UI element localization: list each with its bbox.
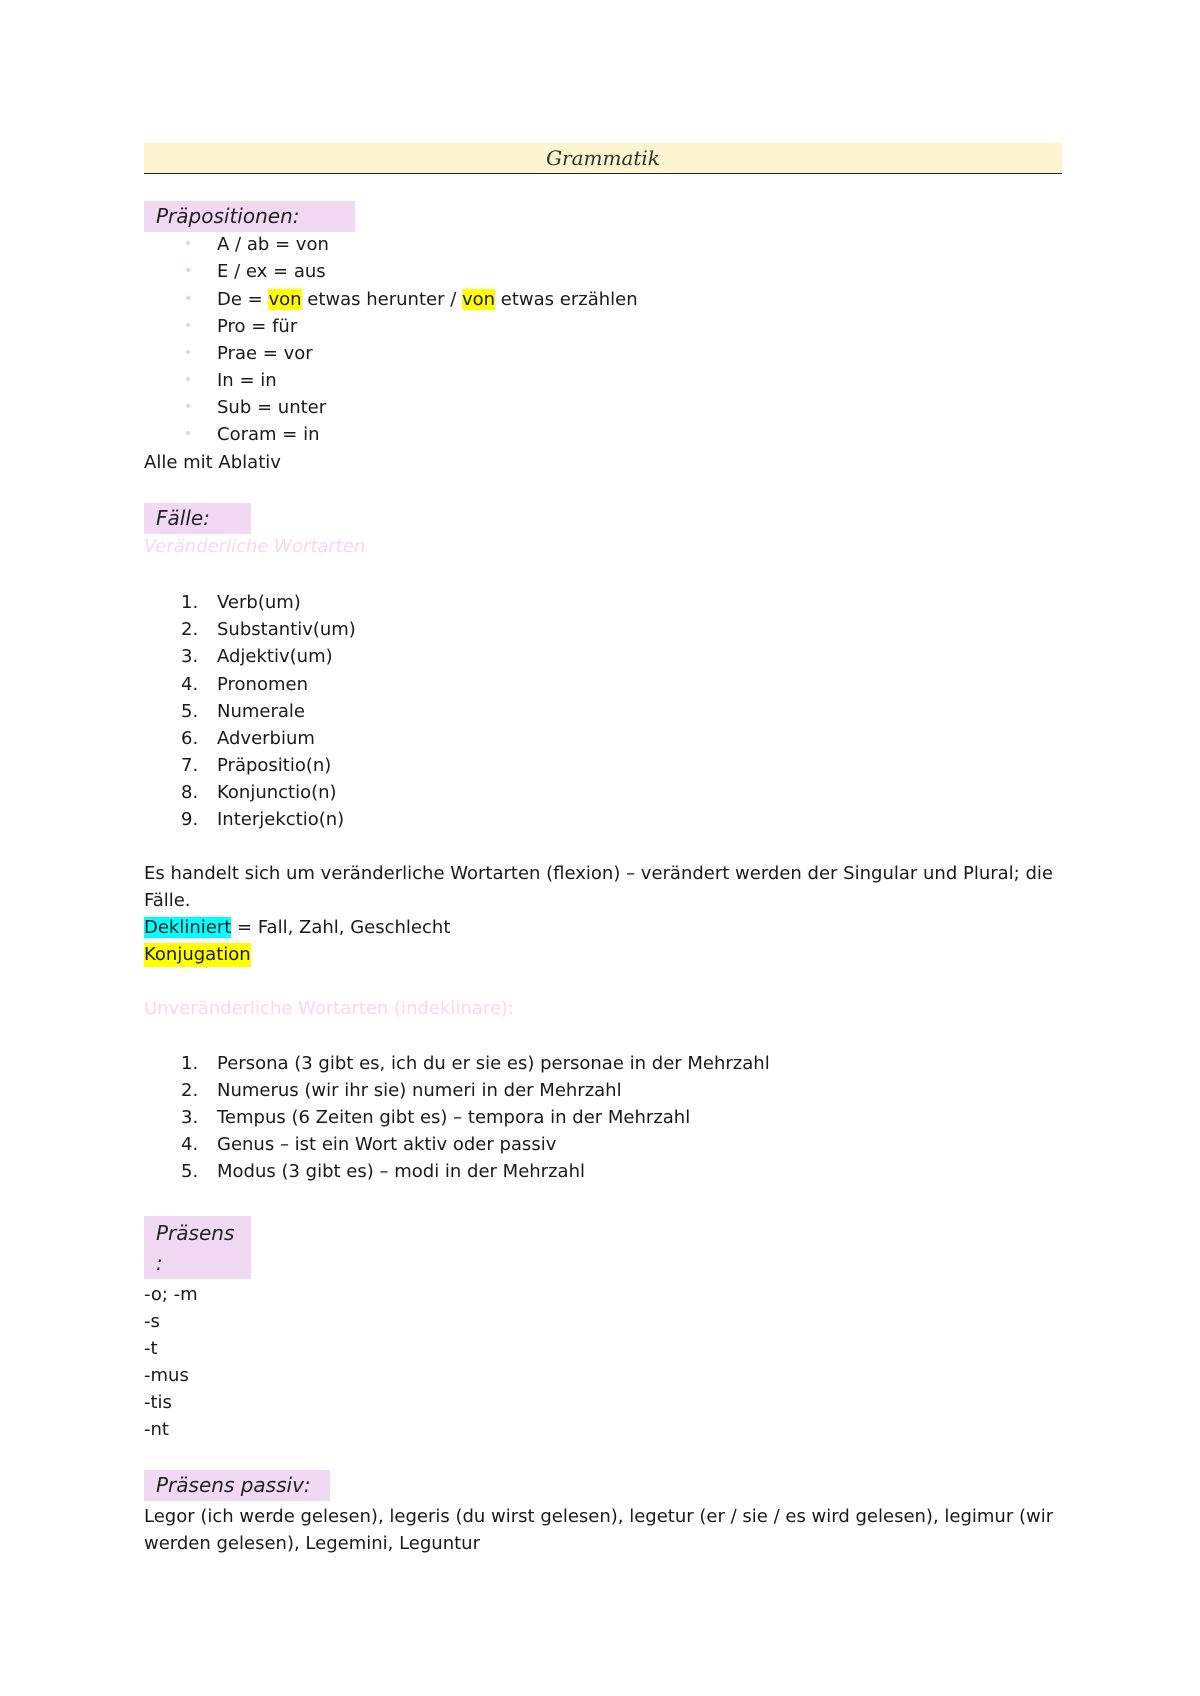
list-number: 5. [181, 1161, 199, 1182]
highlight-konjugation: Konjugation [144, 944, 251, 965]
section-heading-faelle: Fälle: [144, 503, 251, 534]
list-number: 3. [181, 1107, 199, 1128]
list-item: Coram = in [217, 424, 320, 445]
ending: -nt [144, 1419, 169, 1440]
list-number: 2. [181, 1080, 199, 1101]
dekliniert-line [144, 916, 450, 940]
ending: -t [144, 1338, 158, 1359]
ending: -tis [144, 1392, 172, 1413]
list-item-de [217, 288, 638, 312]
list-number: 9. [181, 809, 199, 830]
section-heading-praesens-passiv: Präsens passiv: [144, 1470, 330, 1501]
list-item: Präpositio(n) [217, 755, 332, 776]
dekliniert-rest: = Fall, Zahl, Geschlecht [231, 917, 451, 938]
list-number: 5. [181, 701, 199, 722]
subheading-veraenderliche: Veränderliche Wortarten [144, 536, 366, 557]
list-item: Numerus (wir ihr sie) numeri in der Mehrzahl [217, 1080, 622, 1101]
list-item: Pronomen [217, 674, 308, 695]
list-item: Genus – ist ein Wort aktiv oder passiv [217, 1134, 557, 1155]
list-item: Adjektiv(um) [217, 646, 333, 667]
list-item: A / ab = von [217, 234, 329, 255]
list-item: Substantiv(um) [217, 619, 356, 640]
ending: -s [144, 1311, 160, 1332]
list-item: E / ex = aus [217, 261, 326, 282]
bullet-icon: • [184, 263, 193, 279]
section-heading-praepositionen: Präpositionen: [144, 201, 355, 232]
highlight-von-2: von [462, 289, 496, 310]
de-text-2: etwas herunter / [301, 289, 462, 310]
highlight-dekliniert: Dekliniert [144, 917, 232, 938]
passiv-paragraph-line-2: werden gelesen), Legemini, Leguntur [144, 1533, 480, 1554]
list-item: Interjekctio(n) [217, 809, 345, 830]
list-item: Modus (3 gibt es) – modi in der Mehrzahl [217, 1161, 585, 1182]
highlight-von-1: von [268, 289, 302, 310]
list-item: Prae = vor [217, 343, 313, 364]
list-number: 6. [181, 728, 199, 749]
bullet-icon: • [184, 399, 193, 415]
de-text-1: De = [217, 289, 269, 310]
list-number: 4. [181, 1134, 199, 1155]
ending: -mus [144, 1365, 189, 1386]
list-number: 8. [181, 782, 199, 803]
faelle-paragraph-line-2: Fälle. [144, 890, 191, 911]
list-number: 3. [181, 646, 199, 667]
bullet-icon: • [184, 318, 193, 334]
list-item: Adverbium [217, 728, 315, 749]
document-title: Grammatik [144, 143, 1062, 174]
list-item: Konjunctio(n) [217, 782, 337, 803]
ending: -o; -m [144, 1284, 198, 1305]
de-text-3: etwas erzählen [495, 289, 638, 310]
subheading-unveraenderliche: Unveränderliche Wortarten (indeklinare): [144, 998, 515, 1019]
list-number: 1. [181, 592, 199, 613]
list-number: 1. [181, 1053, 199, 1074]
bullet-icon: • [184, 291, 193, 307]
section-heading-praesens [144, 1216, 251, 1279]
faelle-paragraph-line-1: Es handelt sich um veränderliche Wortarten (flexion) – verändert werden der Singular und Plural; die [144, 863, 1053, 884]
list-item: Persona (3 gibt es, ich du er sie es) personae in der Mehrzahl [217, 1053, 770, 1074]
list-item: Verb(um) [217, 592, 301, 613]
list-number: 7. [181, 755, 199, 776]
list-item: Sub = unter [217, 397, 327, 418]
list-item: Numerale [217, 701, 305, 722]
list-number: 2. [181, 619, 199, 640]
list-number: 4. [181, 674, 199, 695]
list-item: Pro = für [217, 316, 298, 337]
passiv-paragraph-line-1: Legor (ich werde gelesen), legeris (du wirst gelesen), legetur (er / sie / es wird gelesen), legimur (wir [144, 1506, 1054, 1527]
praesens-heading-line-1: Präsens [156, 1221, 235, 1245]
bullet-icon: • [184, 426, 193, 442]
bullet-icon: • [184, 236, 193, 252]
bullet-icon: • [184, 345, 193, 361]
list-item: In = in [217, 370, 277, 391]
praesens-heading-line-2: : [156, 1251, 163, 1275]
praepositionen-footer: Alle mit Ablativ [144, 452, 281, 473]
bullet-icon: • [184, 372, 193, 388]
list-item: Tempus (6 Zeiten gibt es) – tempora in der Mehrzahl [217, 1107, 691, 1128]
